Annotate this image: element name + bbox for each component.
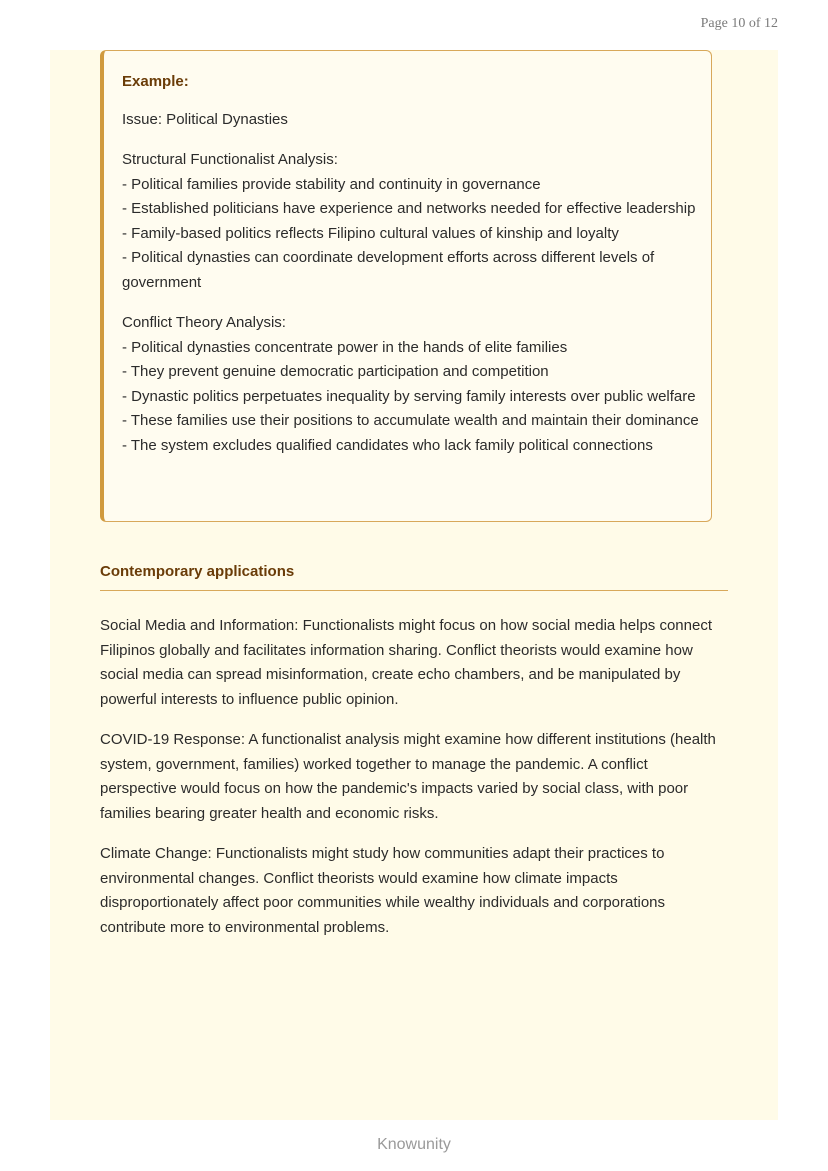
conflict-line: - Political dynasties concentrate power in the hands of elite families <box>122 338 568 356</box>
structural-line: - Established politicians have experience and networks needed for effective leadership <box>122 200 696 217</box>
paragraph-climate-change: Climate Change: Functionalists might study how communities adapt their practices to environmental changes. Conflict theorists would examine how climate impacts disproportionately affect poor communities while wealthy individuals and corporations contribute more to environmental problems. <box>100 845 666 936</box>
paragraph-covid-response: COVID-19 Response: A functionalist analysis might examine how different institutions (health system, government, families) worked together to manage the pandemic. A conflict perspective would focus on how the pandemic's impacts varied by social class, with poor families bearing greater health and economic risks. <box>100 731 716 822</box>
conflict-line: - Dynastic politics perpetuates inequality by serving family interests over public welfare <box>122 387 696 405</box>
structural-line: - Political families provide stability and continuity in governance <box>122 175 541 193</box>
example-box <box>100 50 712 522</box>
structural-line: - Family-based politics reflects Filipino cultural values of kinship and loyalty <box>122 224 619 242</box>
conflict-analysis <box>122 311 711 458</box>
example-label: Example: <box>122 73 189 90</box>
section-heading: Contemporary applications <box>100 562 728 591</box>
paragraph-social-media: Social Media and Information: Functionalists might focus on how social media helps connect Filipinos globally and facilitates information sharing. Conflict theorists would examine how social media can spread misinformation, create echo chambers, and be manipulated by powerful interests to influence public opinion. <box>100 617 712 708</box>
conflict-line: - The system excludes qualified candidates who lack family political connections <box>122 436 653 454</box>
footer-brand: Knowunity <box>377 1136 451 1153</box>
page-number: Page 10 of 12 <box>700 16 778 31</box>
structural-heading: Structural Functionalist Analysis: <box>122 151 338 168</box>
conflict-line: - These families use their positions to accumulate wealth and maintain their dominance <box>122 412 699 429</box>
structural-analysis <box>122 148 711 295</box>
conflict-line: - They prevent genuine democratic participation and competition <box>122 363 549 380</box>
section-body <box>100 614 728 956</box>
example-issue: Issue: Political Dynasties <box>122 111 288 128</box>
structural-line: - Political dynasties can coordinate development efforts across different levels of government <box>122 249 655 291</box>
conflict-heading: Conflict Theory Analysis: <box>122 314 286 331</box>
